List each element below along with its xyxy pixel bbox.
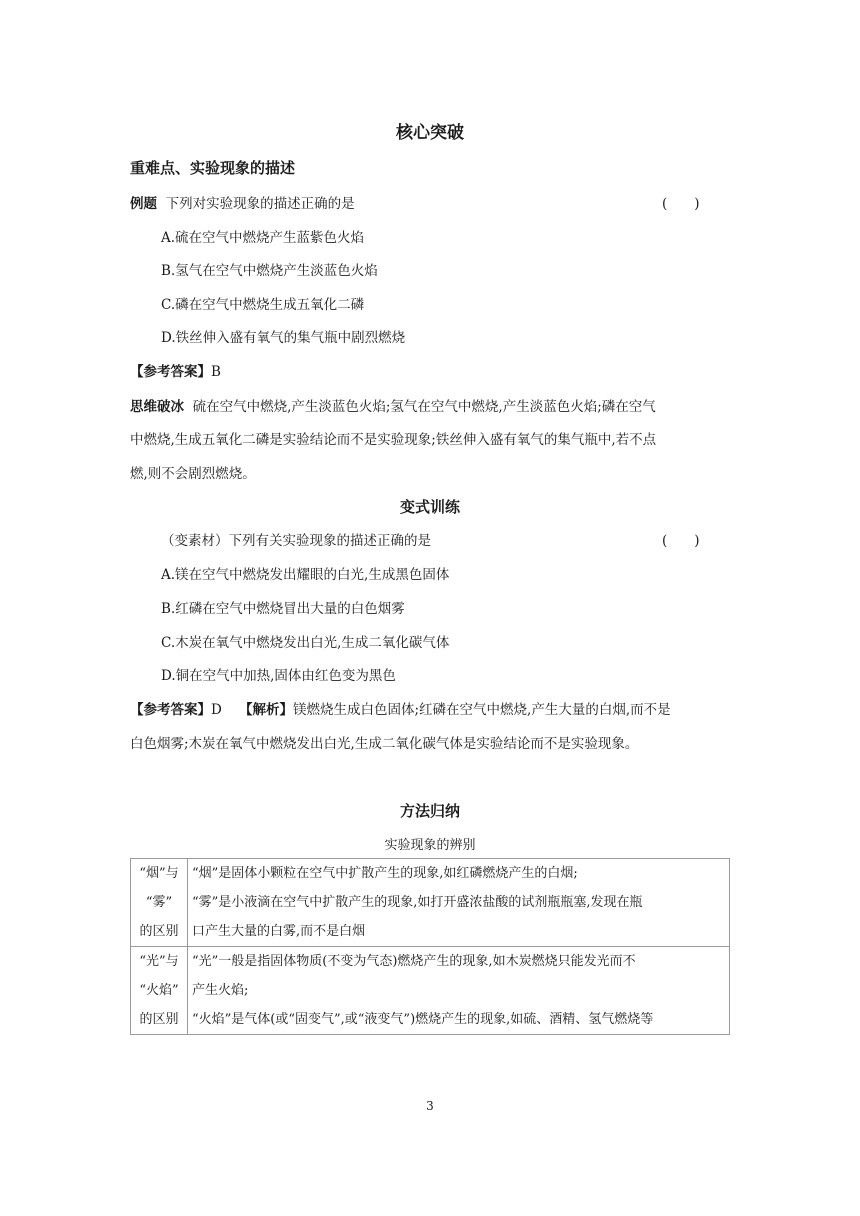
example-answer-blank: ( ) xyxy=(662,196,700,212)
variant-analysis-line-2: 白色烟雾;木炭在氧气中燃烧发出白光,生成二氧化碳气体是实验结论而不是实验现象。 xyxy=(130,736,639,752)
example-option-c: C.磷在空气中燃烧生成五氧化二磷 xyxy=(161,297,365,313)
row-content-smoke-fog xyxy=(188,859,730,947)
example-analysis-line-1 xyxy=(130,395,656,415)
page-number: 3 xyxy=(426,1099,434,1113)
variant-option-c: C.木炭在氧气中燃烧发出白光,生成二氧化碳气体 xyxy=(161,635,450,651)
row-content-line: 产生火焰; xyxy=(192,983,249,998)
row-content-line: “火焰”是气体(或“固变气”,或“液变气”)燃烧产生的现象,如硫、酒精、氢气燃烧等 xyxy=(192,1012,654,1027)
example-analysis-line-2: 中燃烧,生成五氧化二磷是实验结论而不是实验现象;铁丝伸入盛有氧气的集气瓶中,若不点 xyxy=(130,432,657,448)
row-label-line: “雾” xyxy=(145,895,173,910)
row-content-line: “雾”是小液滴在空气中扩散产生的现象,如打开盛浓盐酸的试剂瓶瓶塞,发现在瓶 xyxy=(192,895,643,910)
variant-answer-blank: ( ) xyxy=(662,533,700,549)
example-answer xyxy=(130,360,221,380)
row-content-line: 口产生大量的白雾,而不是白烟 xyxy=(192,924,366,939)
variant-option-d: D.铜在空气中加热,固体由红色变为黑色 xyxy=(161,668,396,684)
row-label-line: “火焰” xyxy=(139,983,179,998)
row-label-line: “烟”与 xyxy=(139,866,179,881)
example-answer-label: 【参考答案】 xyxy=(130,364,211,380)
row-content-line: “光”一般是指固体物质(不变为气态)燃烧产生的现象,如木炭燃烧只能发光而不 xyxy=(192,954,636,969)
example-answer-value: B xyxy=(211,364,221,380)
variant-answer-label: 【参考答案】 xyxy=(130,702,211,718)
method-title: 方法归纳 xyxy=(399,802,460,820)
variant-analysis-text-1: 镁燃烧生成白色固体;红磷在空气中燃烧,产生大量的白烟,而不是 xyxy=(293,702,671,718)
example-option-a: A.硫在空气中燃烧产生蓝紫色火焰 xyxy=(161,230,365,246)
example-stem: 下列对实验现象的描述正确的是 xyxy=(165,196,355,212)
example-option-d: D.铁丝伸入盛有氧气的集气瓶中剧烈燃烧 xyxy=(161,330,406,346)
table-row xyxy=(131,859,730,947)
variant-option-a: A.镁在空气中燃烧发出耀眼的白光,生成黑色固体 xyxy=(161,567,450,583)
example-label: 例题 xyxy=(130,196,157,212)
row-label-line: 的区别 xyxy=(139,924,179,939)
example-analysis-label: 思维破冰 xyxy=(130,399,184,415)
example-stem-line xyxy=(130,192,355,212)
variant-analysis-label: 【解析】 xyxy=(239,702,293,718)
row-label-line: “光”与 xyxy=(139,954,179,969)
example-analysis-line-3: 燃,则不会剧烈燃烧。 xyxy=(130,466,256,482)
variant-stem: （变素材）下列有关实验现象的描述正确的是 xyxy=(161,533,431,549)
method-table-caption: 实验现象的辨别 xyxy=(384,838,476,853)
method-table xyxy=(130,858,730,1035)
subheading: 重难点、实验现象的描述 xyxy=(130,159,296,177)
row-content-light-flame xyxy=(188,947,730,1035)
variant-title: 变式训练 xyxy=(399,498,460,516)
row-label-smoke-fog xyxy=(131,859,188,947)
row-label-line: 的区别 xyxy=(139,1012,179,1027)
variant-option-b: B.红磷在空气中燃烧冒出大量的白色烟雾 xyxy=(161,601,405,617)
row-content-line: “烟”是固体小颗粒在空气中扩散产生的现象,如红磷燃烧产生的白烟; xyxy=(192,866,578,881)
example-analysis-text-1: 硫在空气中燃烧,产生淡蓝色火焰;氢气在空气中燃烧,产生淡蓝色火焰;磷在空气 xyxy=(192,399,656,415)
variant-answer-value: D xyxy=(211,702,222,718)
example-option-b: B.氢气在空气中燃烧产生淡蓝色火焰 xyxy=(161,263,378,279)
section-title: 核心突破 xyxy=(396,123,464,143)
variant-answer-line-1 xyxy=(130,698,671,718)
row-label-light-flame xyxy=(131,947,188,1035)
table-row xyxy=(131,947,730,1035)
